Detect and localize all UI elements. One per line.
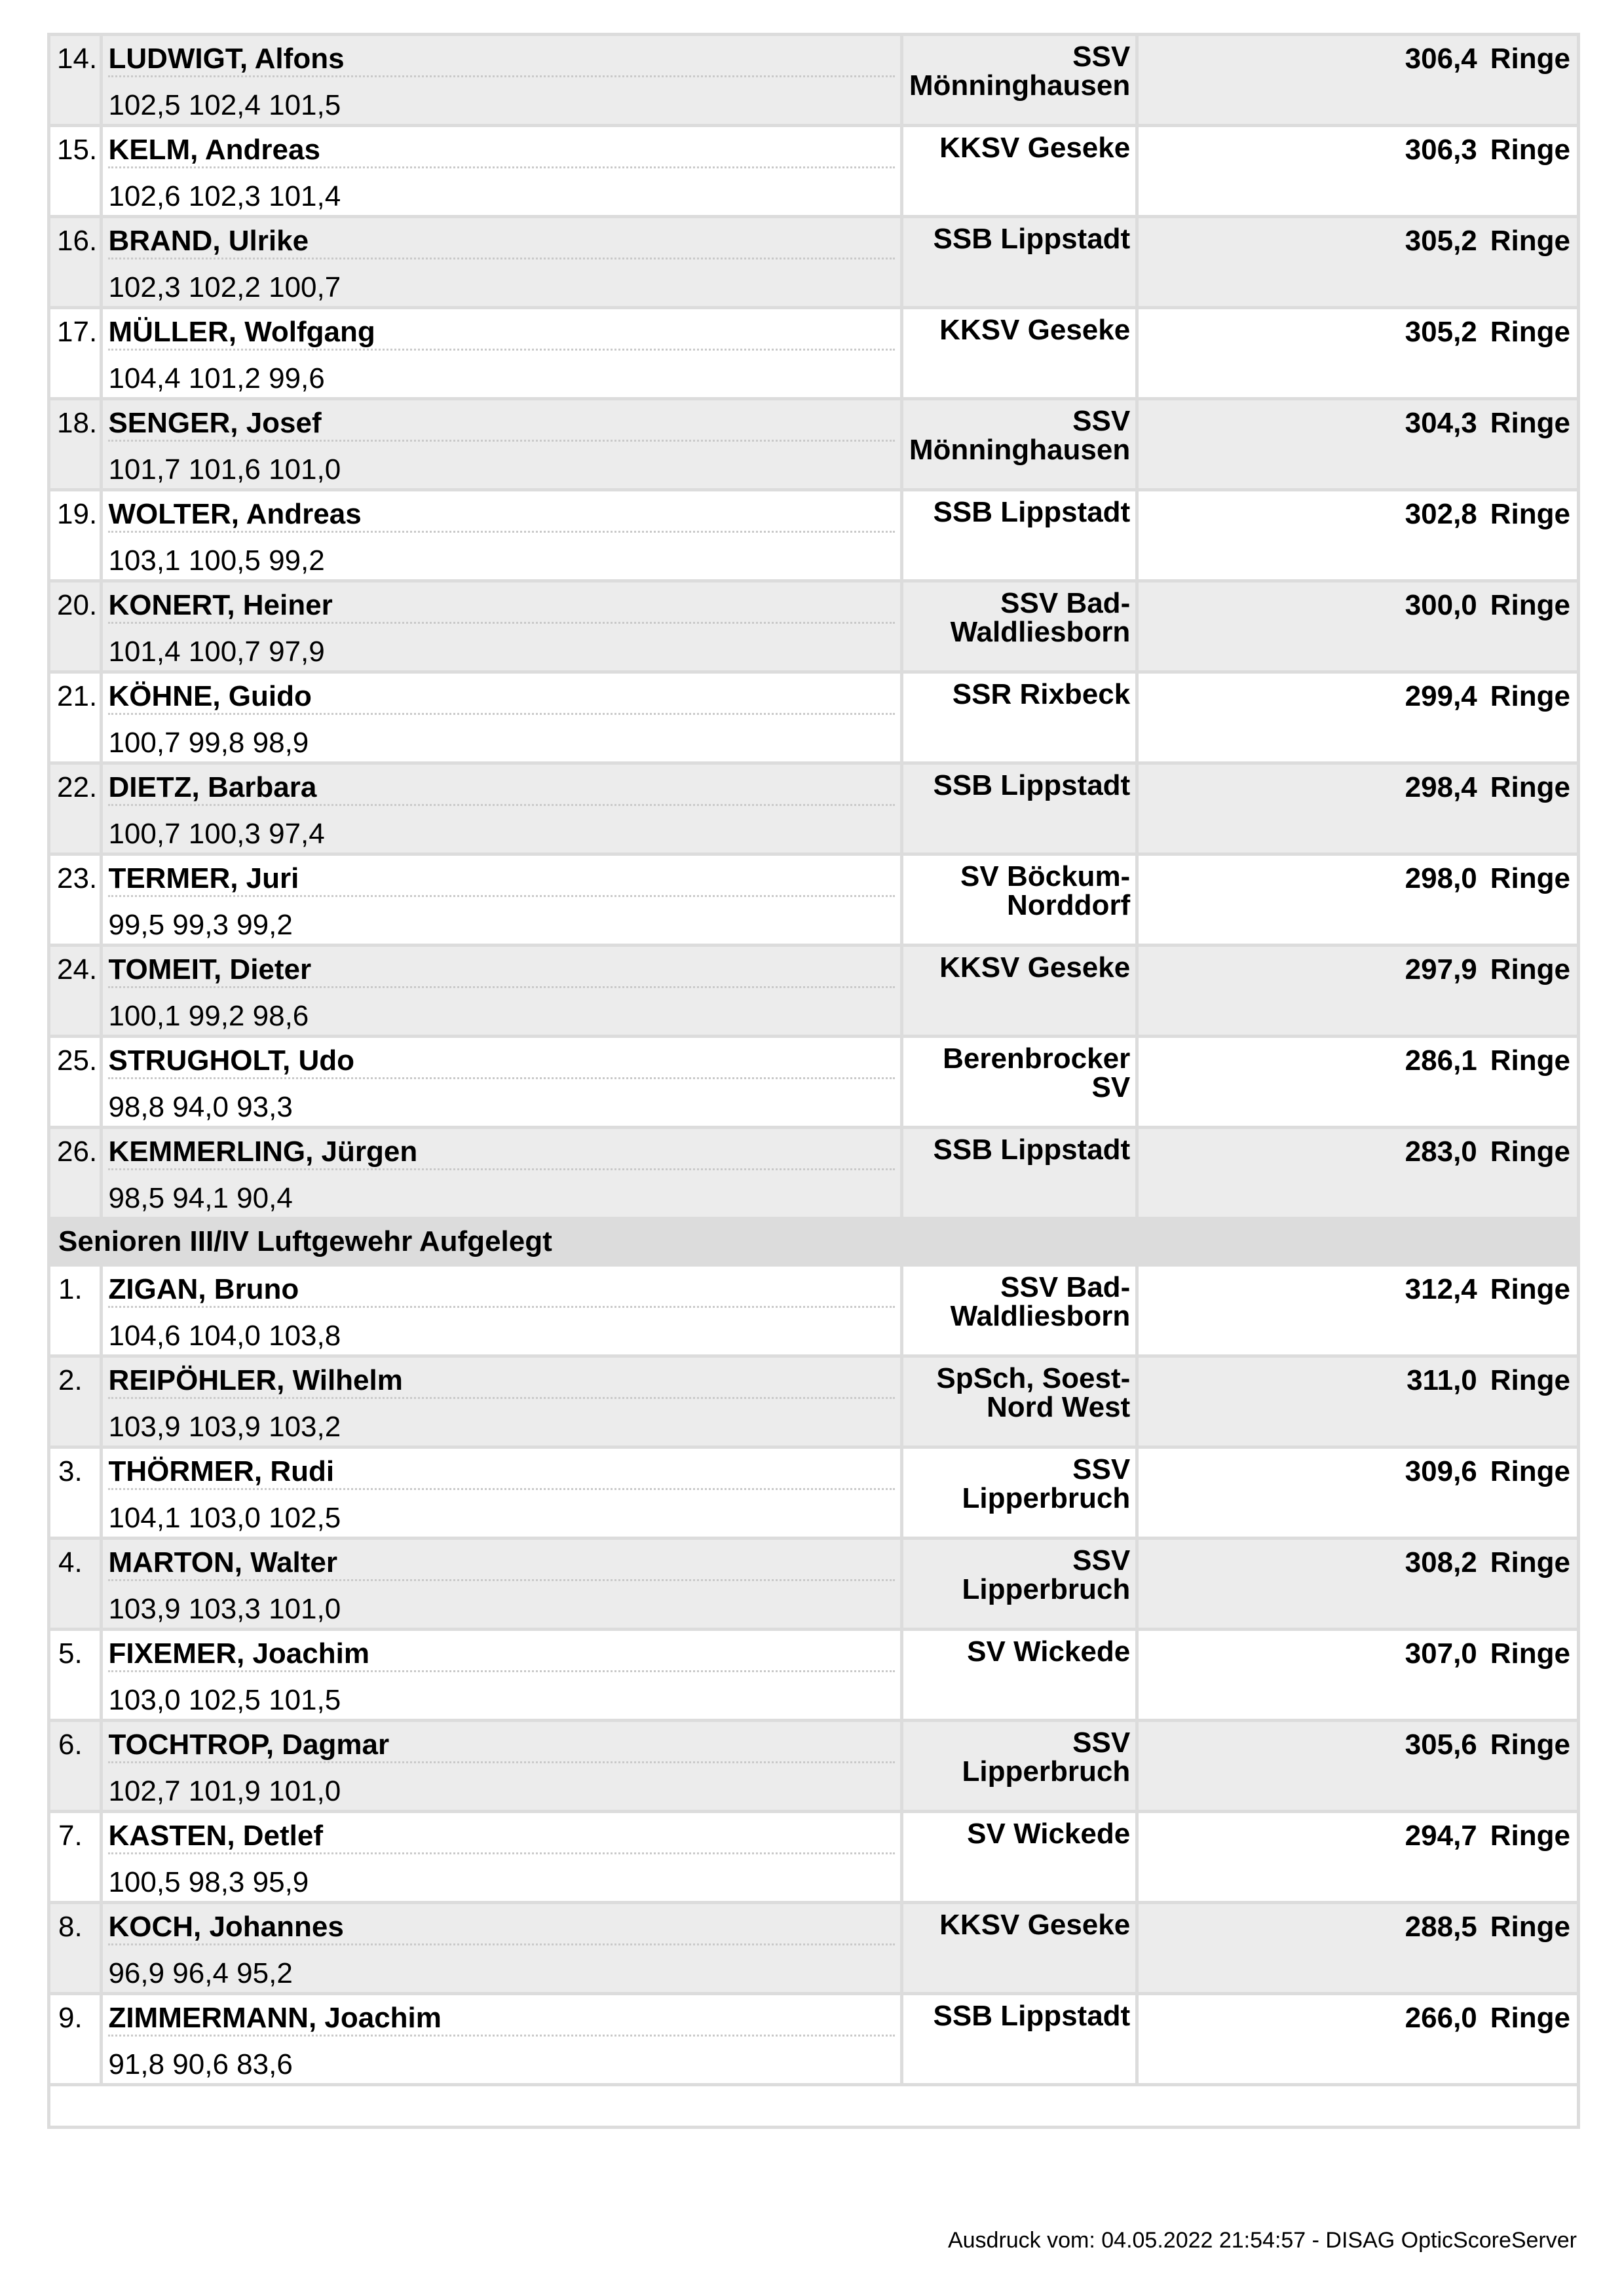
rank-cell [49, 1356, 102, 1447]
shooter-name: KONERT, Heiner [108, 589, 333, 621]
score-cell [1137, 763, 1579, 854]
score-cell [1137, 126, 1579, 217]
total-score: 302,8 [1405, 498, 1477, 530]
club-name-line: SSV [1072, 1544, 1131, 1577]
shooter-name: FIXEMER, Joachim [108, 1637, 369, 1670]
result-row [49, 1903, 1579, 1994]
club-cell [902, 35, 1137, 126]
club-cell [902, 217, 1137, 308]
rank-cell [49, 854, 102, 946]
score-unit: Ringe [1490, 589, 1570, 621]
result-row [49, 1356, 1579, 1447]
series-scores: 101,4 100,7 97,9 [108, 636, 325, 668]
score-cell [1137, 1128, 1579, 1219]
club-cell [902, 672, 1137, 763]
shooter-cell [102, 1903, 902, 1994]
shooter-cell [102, 1265, 902, 1356]
club-cell [902, 763, 1137, 854]
shooter-cell [102, 1356, 902, 1447]
club-name-line: Mönninghausen [909, 434, 1131, 466]
rank-cell [49, 1721, 102, 1812]
shooter-cell [102, 854, 902, 946]
shooter-cell [102, 126, 902, 217]
shooter-name: KEMMERLING, Jürgen [108, 1136, 418, 1168]
club-cell [902, 1037, 1137, 1128]
score-unit: Ringe [1490, 862, 1570, 894]
club-cell [902, 1265, 1137, 1356]
shooter-name: TERMER, Juri [108, 862, 299, 894]
score-unit: Ringe [1490, 2002, 1570, 2034]
total-score: 300,0 [1405, 589, 1477, 621]
club-name-line: KKSV Geseke [939, 314, 1131, 346]
rank-cell [49, 35, 102, 126]
rank: 19. [57, 498, 98, 530]
club-cell [902, 946, 1137, 1037]
club-cell [902, 1994, 1137, 2085]
shooter-name: KASTEN, Detlef [108, 1820, 324, 1852]
club-name-line: Waldliesborn [950, 1300, 1131, 1332]
result-row [49, 1037, 1579, 1128]
club-cell [902, 854, 1137, 946]
rank: 20. [57, 589, 98, 621]
shooter-name: STRUGHOLT, Udo [108, 1044, 355, 1077]
results-table [47, 33, 1580, 2129]
shooter-cell [102, 1128, 902, 1219]
rank: 16. [57, 225, 98, 257]
score-unit: Ringe [1490, 1136, 1570, 1168]
rank: 23. [57, 862, 98, 894]
series-scores: 100,1 99,2 98,6 [108, 1000, 309, 1032]
club-cell [902, 1128, 1137, 1219]
club-name-line: SSV [1072, 1727, 1131, 1759]
club-name-line: Norddorf [1007, 889, 1131, 921]
club-name-line: KKSV Geseke [939, 1909, 1131, 1941]
total-score: 294,7 [1405, 1820, 1477, 1852]
series-scores: 100,7 100,3 97,4 [108, 818, 325, 850]
score-unit: Ringe [1490, 1637, 1570, 1670]
results-body [49, 35, 1579, 2128]
shooter-cell [102, 1630, 902, 1721]
section-header-row [49, 1219, 1579, 1265]
result-row [49, 126, 1579, 217]
rank: 22. [57, 771, 98, 803]
rank-cell [49, 217, 102, 308]
rank-cell [49, 399, 102, 490]
score-unit: Ringe [1490, 680, 1570, 712]
club-cell [902, 581, 1137, 672]
rank: 26. [57, 1136, 98, 1168]
shooter-name: TOMEIT, Dieter [108, 953, 312, 985]
shooter-name: SENGER, Josef [108, 407, 322, 439]
result-row [49, 1630, 1579, 1721]
rank: 2. [58, 1364, 83, 1396]
series-scores: 96,9 96,4 95,2 [108, 1957, 293, 1989]
club-name-line: SV [1091, 1071, 1131, 1103]
rank: 17. [57, 316, 98, 348]
shooter-name: WOLTER, Andreas [108, 498, 362, 530]
score-unit: Ringe [1490, 407, 1570, 439]
total-score: 305,2 [1405, 316, 1477, 348]
shooter-cell [102, 1539, 902, 1630]
rank: 15. [57, 134, 98, 166]
shooter-cell [102, 763, 902, 854]
score-cell [1137, 1356, 1579, 1447]
series-scores: 101,7 101,6 101,0 [108, 453, 341, 486]
result-row [49, 763, 1579, 854]
result-row [49, 1994, 1579, 2085]
shooter-name: MÜLLER, Wolfgang [108, 316, 375, 348]
club-name-line: Lipperbruch [962, 1755, 1131, 1788]
series-scores: 102,6 102,3 101,4 [108, 180, 341, 212]
score-unit: Ringe [1490, 316, 1570, 348]
rank: 3. [58, 1455, 83, 1487]
shooter-cell [102, 581, 902, 672]
table-end-row [49, 2085, 1579, 2128]
club-name-line: SV Wickede [967, 1636, 1131, 1668]
score-cell [1137, 1037, 1579, 1128]
score-cell [1137, 1539, 1579, 1630]
score-cell [1137, 217, 1579, 308]
club-cell [902, 490, 1137, 581]
club-name-line: Lipperbruch [962, 1573, 1131, 1605]
rank-cell [49, 1812, 102, 1903]
score-cell [1137, 1447, 1579, 1539]
shooter-cell [102, 1721, 902, 1812]
score-unit: Ringe [1490, 1455, 1570, 1487]
score-cell [1137, 672, 1579, 763]
club-cell [902, 1447, 1137, 1539]
club-name-line: SSB Lippstadt [933, 2000, 1131, 2032]
score-cell [1137, 581, 1579, 672]
score-cell [1137, 1903, 1579, 1994]
club-name-line: SSV [1072, 1453, 1131, 1485]
shooter-name: REIPÖHLER, Wilhelm [108, 1364, 403, 1396]
score-cell [1137, 1721, 1579, 1812]
rank: 9. [58, 2002, 83, 2034]
rank: 24. [57, 953, 98, 985]
score-unit: Ringe [1490, 1044, 1570, 1077]
result-row [49, 1128, 1579, 1219]
result-row [49, 672, 1579, 763]
shooter-name: KELM, Andreas [108, 134, 320, 166]
rank: 6. [58, 1729, 83, 1761]
club-name-line: SSB Lippstadt [933, 1134, 1131, 1166]
shooter-cell [102, 1994, 902, 2085]
club-cell [902, 1812, 1137, 1903]
shooter-name: TOCHTROP, Dagmar [108, 1729, 390, 1761]
result-row [49, 946, 1579, 1037]
total-score: 298,4 [1405, 771, 1477, 803]
rank: 18. [57, 407, 98, 439]
series-scores: 103,9 103,9 103,2 [108, 1411, 341, 1443]
rank: 14. [57, 43, 98, 75]
total-score: 286,1 [1405, 1044, 1477, 1077]
shooter-cell [102, 1447, 902, 1539]
rank-cell [49, 763, 102, 854]
club-name-line: SV Wickede [967, 1818, 1131, 1850]
rank: 8. [58, 1911, 83, 1943]
series-scores: 102,5 102,4 101,5 [108, 89, 341, 121]
result-row [49, 1812, 1579, 1903]
score-unit: Ringe [1490, 225, 1570, 257]
rank: 25. [57, 1044, 98, 1077]
series-scores: 104,4 101,2 99,6 [108, 362, 325, 394]
total-score: 306,3 [1405, 134, 1477, 166]
rank-cell [49, 1994, 102, 2085]
club-name-line: SSR Rixbeck [952, 678, 1131, 710]
series-scores: 103,9 103,3 101,0 [108, 1593, 341, 1625]
shooter-name: ZIMMERMANN, Joachim [108, 2002, 442, 2034]
club-name-line: SpSch, Soest- [936, 1362, 1131, 1394]
total-score: 305,2 [1405, 225, 1477, 257]
rank-cell [49, 1447, 102, 1539]
score-unit: Ringe [1490, 43, 1570, 75]
rank-cell [49, 1265, 102, 1356]
club-cell [902, 1903, 1137, 1994]
club-cell [902, 1356, 1137, 1447]
series-scores: 103,1 100,5 99,2 [108, 545, 325, 577]
shooter-cell [102, 399, 902, 490]
shooter-cell [102, 35, 902, 126]
score-cell [1137, 1630, 1579, 1721]
series-scores: 100,5 98,3 95,9 [108, 1866, 309, 1898]
total-score: 311,0 [1407, 1364, 1477, 1396]
club-name-line: Lipperbruch [962, 1482, 1131, 1514]
table-end-cell [49, 2085, 1579, 2128]
club-name-line: SSV Bad- [1000, 1271, 1131, 1303]
total-score: 307,0 [1405, 1637, 1477, 1670]
total-score: 306,4 [1405, 43, 1477, 75]
club-cell [902, 126, 1137, 217]
club-name-line: SSV [1072, 405, 1131, 437]
score-unit: Ringe [1490, 1546, 1570, 1578]
club-name-line: KKSV Geseke [939, 132, 1131, 164]
club-name-line: KKSV Geseke [939, 951, 1131, 984]
shooter-cell [102, 1812, 902, 1903]
club-cell [902, 308, 1137, 399]
total-score: 299,4 [1405, 680, 1477, 712]
shooter-cell [102, 1037, 902, 1128]
score-unit: Ringe [1490, 1820, 1570, 1852]
result-row [49, 581, 1579, 672]
rank: 7. [58, 1820, 83, 1852]
club-cell [902, 399, 1137, 490]
result-row [49, 490, 1579, 581]
result-row [49, 1447, 1579, 1539]
series-scores: 104,1 103,0 102,5 [108, 1502, 341, 1534]
rank-cell [49, 672, 102, 763]
score-unit: Ringe [1490, 1273, 1570, 1305]
result-row [49, 854, 1579, 946]
total-score: 298,0 [1405, 862, 1477, 894]
shooter-cell [102, 946, 902, 1037]
shooter-cell [102, 490, 902, 581]
result-row [49, 1265, 1579, 1356]
rank-cell [49, 581, 102, 672]
club-name-line: SV Böckum- [960, 860, 1131, 892]
shooter-name: KÖHNE, Guido [108, 680, 312, 712]
series-scores: 102,7 101,9 101,0 [108, 1775, 341, 1807]
shooter-name: THÖRMER, Rudi [108, 1455, 335, 1487]
rank-cell [49, 1128, 102, 1219]
rank-cell [49, 1903, 102, 1994]
score-unit: Ringe [1490, 1364, 1570, 1396]
club-cell [902, 1721, 1137, 1812]
shooter-name: ZIGAN, Bruno [108, 1273, 299, 1305]
total-score: 283,0 [1405, 1136, 1477, 1168]
rank: 4. [58, 1546, 83, 1578]
shooter-name: MARTON, Walter [108, 1546, 338, 1578]
club-name-line: SSB Lippstadt [933, 769, 1131, 801]
result-row [49, 308, 1579, 399]
result-row [49, 35, 1579, 126]
shooter-name: DIETZ, Barbara [108, 771, 317, 803]
rank-cell [49, 126, 102, 217]
score-cell [1137, 35, 1579, 126]
score-cell [1137, 1812, 1579, 1903]
shooter-name: LUDWIGT, Alfons [108, 43, 345, 75]
series-scores: 98,5 94,1 90,4 [108, 1182, 293, 1214]
score-cell [1137, 946, 1579, 1037]
rank: 21. [57, 680, 98, 712]
result-row [49, 399, 1579, 490]
club-name-line: SSB Lippstadt [933, 496, 1131, 528]
total-score: 304,3 [1405, 407, 1477, 439]
series-scores: 103,0 102,5 101,5 [108, 1684, 341, 1716]
club-name-line: SSV [1072, 41, 1131, 73]
series-scores: 91,8 90,6 83,6 [108, 2048, 293, 2080]
total-score: 308,2 [1405, 1546, 1477, 1578]
club-name-line: Nord West [987, 1391, 1131, 1423]
section-title: Senioren III/IV Luftgewehr Aufgelegt [49, 1219, 1579, 1265]
score-unit: Ringe [1490, 498, 1570, 530]
shooter-cell [102, 672, 902, 763]
club-name-line: SSB Lippstadt [933, 223, 1131, 255]
score-unit: Ringe [1490, 771, 1570, 803]
rank-cell [49, 1630, 102, 1721]
series-scores: 100,7 99,8 98,9 [108, 727, 309, 759]
score-unit: Ringe [1490, 1911, 1570, 1943]
total-score: 312,4 [1405, 1273, 1477, 1305]
rank-cell [49, 946, 102, 1037]
series-scores: 98,8 94,0 93,3 [108, 1091, 293, 1123]
result-row [49, 217, 1579, 308]
total-score: 305,6 [1405, 1729, 1477, 1761]
rank: 5. [58, 1637, 83, 1670]
series-scores: 99,5 99,3 99,2 [108, 909, 293, 941]
total-score: 297,9 [1405, 953, 1477, 985]
club-name-line: Mönninghausen [909, 69, 1131, 102]
club-cell [902, 1539, 1137, 1630]
series-scores: 104,6 104,0 103,8 [108, 1320, 341, 1352]
score-unit: Ringe [1490, 1729, 1570, 1761]
club-name-line: Berenbrocker [943, 1043, 1131, 1075]
rank: 1. [58, 1273, 83, 1305]
rank-cell [49, 1037, 102, 1128]
score-cell [1137, 308, 1579, 399]
shooter-name: KOCH, Johannes [108, 1911, 344, 1943]
rank-cell [49, 490, 102, 581]
score-unit: Ringe [1490, 953, 1570, 985]
result-row [49, 1539, 1579, 1630]
total-score: 288,5 [1405, 1911, 1477, 1943]
total-score: 309,6 [1405, 1455, 1477, 1487]
score-cell [1137, 490, 1579, 581]
rank-cell [49, 308, 102, 399]
score-unit: Ringe [1490, 134, 1570, 166]
score-cell [1137, 1265, 1579, 1356]
print-footer: Ausdruck vom: 04.05.2022 21:54:57 - DISAG OpticScoreServer [947, 2228, 1577, 2253]
score-cell [1137, 854, 1579, 946]
club-cell [902, 1630, 1137, 1721]
score-cell [1137, 1994, 1579, 2085]
series-scores: 102,3 102,2 100,7 [108, 271, 341, 303]
rank-cell [49, 1539, 102, 1630]
shooter-cell [102, 308, 902, 399]
shooter-name: BRAND, Ulrike [108, 225, 309, 257]
total-score: 266,0 [1405, 2002, 1477, 2034]
club-name-line: SSV Bad- [1000, 587, 1131, 619]
result-row [49, 1721, 1579, 1812]
shooter-cell [102, 217, 902, 308]
score-cell [1137, 399, 1579, 490]
club-name-line: Waldliesborn [950, 616, 1131, 648]
